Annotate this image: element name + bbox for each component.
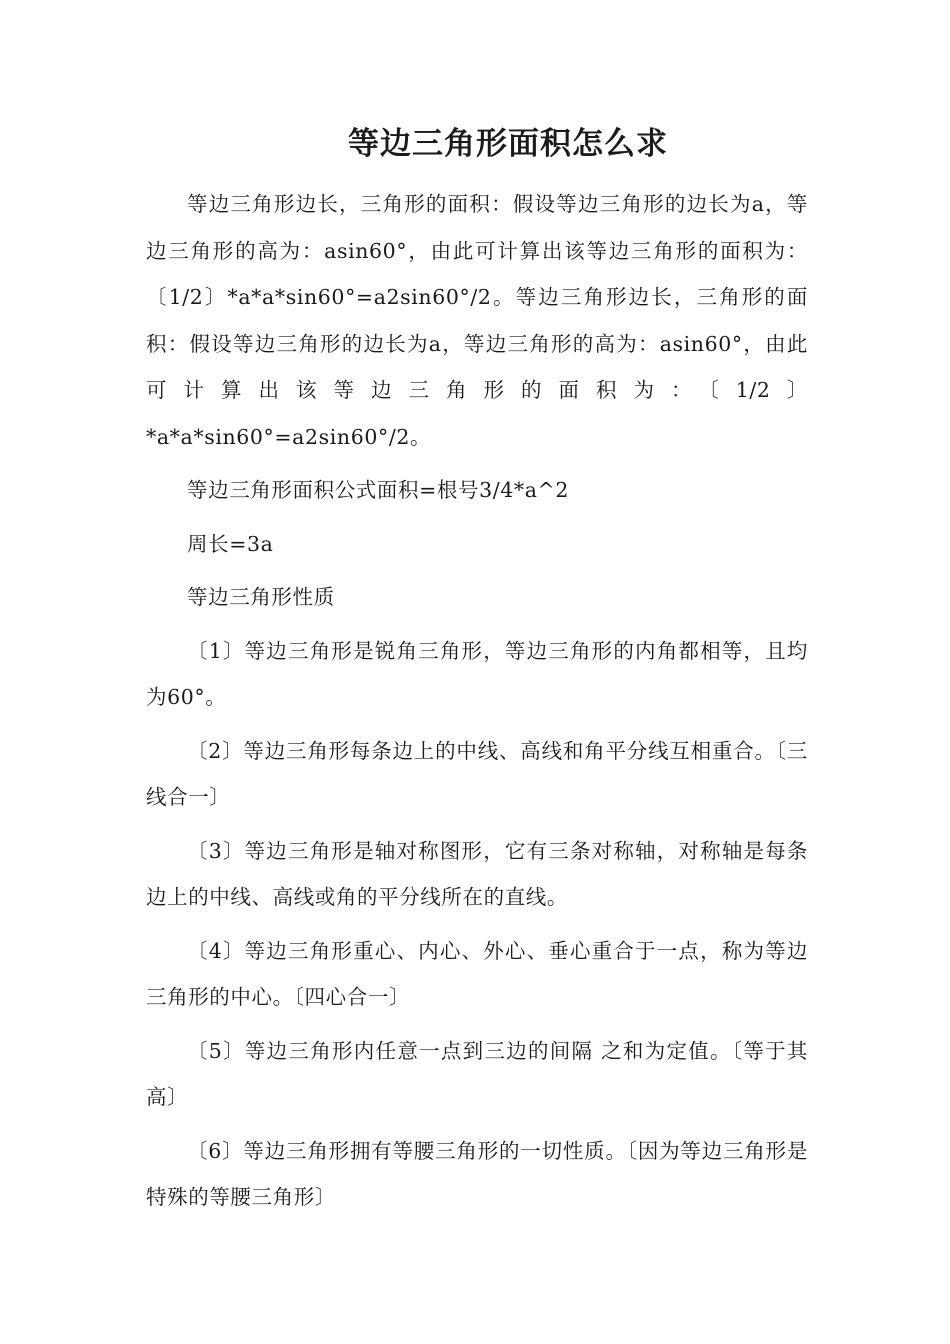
paragraph-area-explanation: 等边三角形边长，三角形的面积：假设等边三角形的边长为a，等边三角形的高为：asin60°，由此可计算出该等边三角形的面积为：〔1/2〕*a*a*sin60°=a2sin60°/2。等边三角形边长，三角形的面积：假设等边三角形的边长为a，等边三角形的高为：asin60°，由此可计算出该等边三角形的面积为：〔1/2〕*a*a*sin60°=a2sin60°/2。 [146,192,808,449]
document-title: 等边三角形面积怎么求 [348,126,668,162]
paragraph-property-6: 〔6〕等边三角形拥有等腰三角形的一切性质。〔因为等边三角形是特殊的等腰三角形〕 [146,1138,808,1209]
paragraph-area-formula: 等边三角形面积公式面积=根号3/4*a^2 [187,478,569,502]
paragraph-property-1: 〔1〕等边三角形是锐角三角形，等边三角形的内角都相等，且均为60°。 [146,638,808,709]
paragraph-property-3: 〔3〕等边三角形是轴对称图形，它有三条对称轴，对称轴是每条边上的中线、高线或角的平分线所在的直线。 [146,838,808,909]
document-body [146,181,808,1228]
paragraph-property-4: 〔4〕等边三角形重心、内心、外心、垂心重合于一点，称为等边三角形的中心。〔四心合一〕 [146,938,808,1009]
paragraph-property-5: 〔5〕等边三角形内任意一点到三边的间隔 之和为定值。〔等于其高〕 [146,1038,808,1109]
paragraph-perimeter: 周长=3a [187,531,274,556]
paragraph-property-2: 〔2〕等边三角形每条边上的中线、高线和角平分线互相重合。〔三线合一〕 [146,738,808,809]
paragraph-properties-heading: 等边三角形性质 [187,585,335,609]
